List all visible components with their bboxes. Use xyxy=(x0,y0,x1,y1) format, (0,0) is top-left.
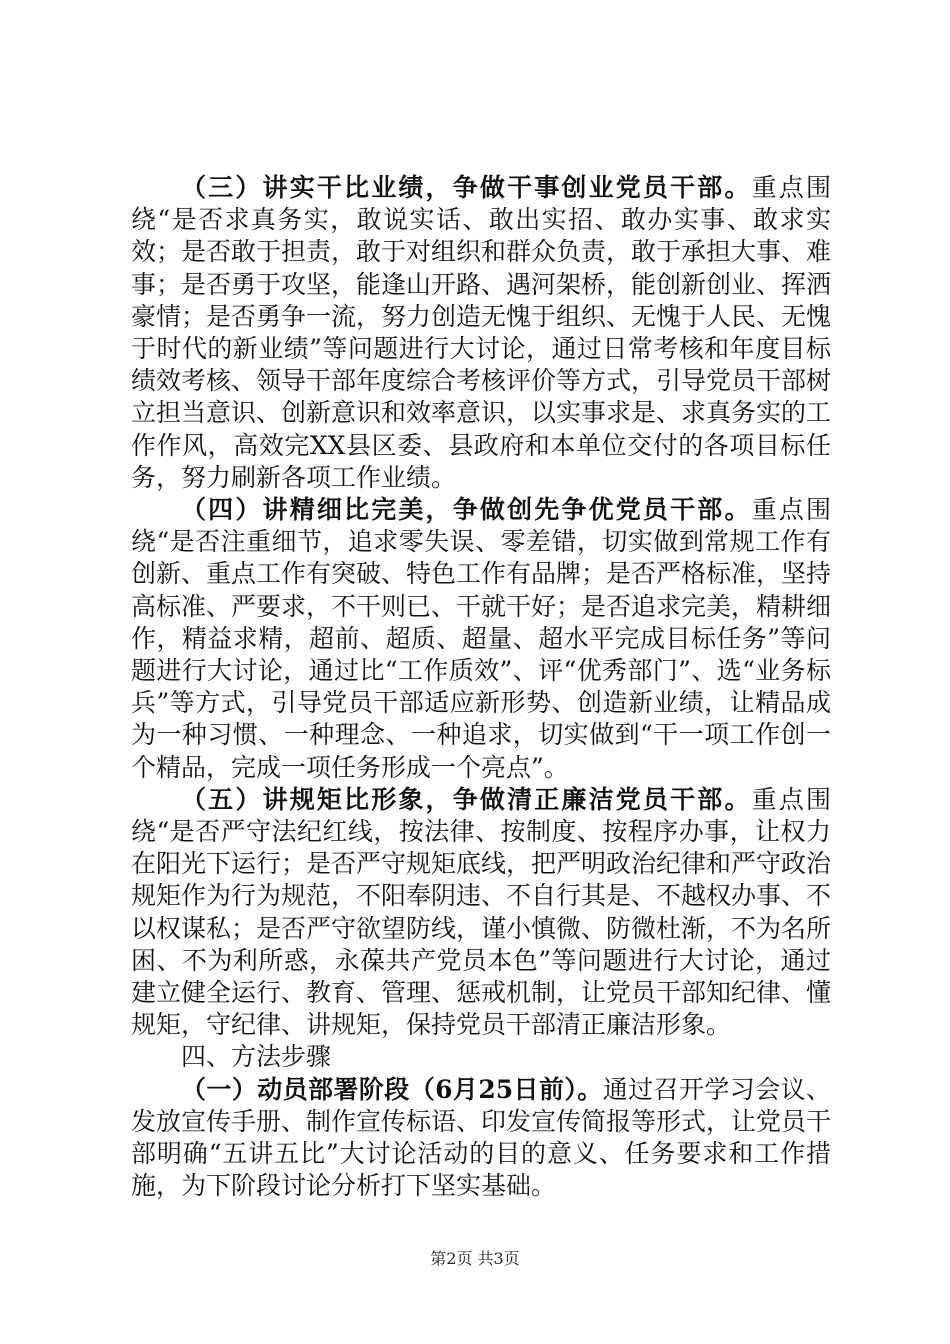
paragraph-4 xyxy=(131,494,831,784)
paragraph-5 xyxy=(131,784,831,1042)
document-body xyxy=(131,172,831,1203)
paragraph-text: 重点围绕“是否注重细节，追求零失误、零差错，切实做到常规工作有创新、重点工作有突破、特色工作有品牌；是否严格标准，坚持高标准、严要求，不干则已、干就干好；是否追求完美，精耕细作，精益求精，超前、超质、超量、超水平完成目标任务”等问题进行大讨论，通过比“工作质效”、评“优秀部门”、选“业务标兵”等方式，引导党员干部适应新形势、创造新业绩，让精品成为一种习惯、一种理念、一种追求，切实做到“干一项工作创一个精品，完成一项任务形成一个亮点”。 xyxy=(131,495,832,782)
page-footer: 第2页 共3页 xyxy=(430,1249,520,1268)
paragraph-heading: （一）动员部署阶段（6月25日前）。 xyxy=(181,1074,603,1104)
paragraph-heading: （四）讲精细比完美，争做创先争优党员干部。 xyxy=(181,495,752,525)
paragraph-text: 通过召开学习会议、发放宣传手册、制作宣传标语、印发宣传简报等形式，让党员干部明确“五讲五比”大讨论活动的目的意义、任务要求和工作措施，为下阶段讨论分析打下坚实基础。 xyxy=(131,1074,832,1201)
paragraph-text: 重点围绕“是否严守法纪红线，按法律、按制度、按程序办事，让权力在阳光下运行；是否严守规矩底线，把严明政治纪律和严守政治规矩作为行为规范，不阳奉阴违、不自行其是、不越权办事、不以权谋私；是否严守欲望防线，谨小慎微、防微杜渐，不为名所困、不为利所惑，永葆共产党员本色”等问题进行大讨论，通过建立健全运行、教育、管理、惩戒机制，让党员干部知纪律、懂规矩，守纪律、讲规矩，保持党员干部清正廉洁形象。 xyxy=(131,784,832,1040)
paragraph-3 xyxy=(131,172,831,494)
paragraph-text: 重点围绕“是否求真务实，敢说实话、敢出实招、敢办实事、敢求实效；是否敢于担责，敢于对组织和群众负责，敢于承担大事、难事；是否勇于攻坚，能逢山开路、遇河架桥，能创新创业、挥洒豪情；是否勇争一流，努力创造无愧于组织、无愧于人民、无愧于时代的新业绩”等问题进行大讨论，通过日常考核和年度目标绩效考核、领导干部年度综合考核评价等方式，引导党员干部树立担当意识、创新意识和效率意识，以实事求是、求真务实的工作作风，高效完XX县区委、县政府和本单位交付的各项目标任务，努力刷新各项工作业绩。 xyxy=(131,173,832,492)
paragraph-step-1 xyxy=(131,1074,831,1203)
section-heading: 四、方法步骤 xyxy=(181,1042,332,1072)
paragraph-heading: （五）讲规矩比形象，争做清正廉洁党员干部。 xyxy=(181,784,752,814)
paragraph-heading: （三）讲实干比业绩，争做干事创业党员干部。 xyxy=(181,173,752,202)
